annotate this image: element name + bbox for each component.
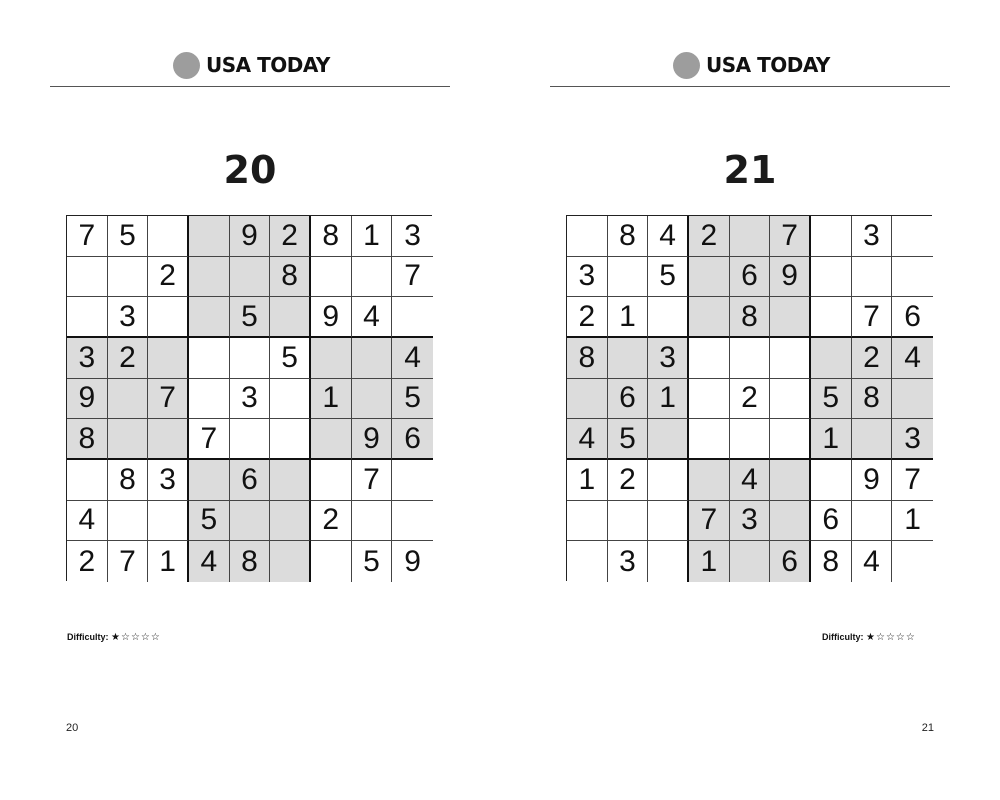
sudoku-grid xyxy=(66,215,432,581)
sudoku-cell: 4 xyxy=(67,501,108,542)
brand-circle-icon xyxy=(673,52,700,79)
sudoku-cell: 8 xyxy=(852,379,893,420)
sudoku-cell: 1 xyxy=(811,419,852,460)
sudoku-cell: 6 xyxy=(230,460,271,501)
sudoku-cell xyxy=(270,541,311,582)
sudoku-cell: 5 xyxy=(392,379,433,420)
sudoku-cell xyxy=(352,257,393,298)
sudoku-cell: 7 xyxy=(108,541,149,582)
sudoku-cell: 2 xyxy=(148,257,189,298)
difficulty-rating xyxy=(67,632,161,643)
sudoku-cell: 7 xyxy=(689,501,730,542)
sudoku-cell: 2 xyxy=(311,501,352,542)
sudoku-cell: 1 xyxy=(892,501,933,542)
sudoku-cell: 9 xyxy=(67,379,108,420)
sudoku-cell xyxy=(892,216,933,257)
puzzle-number: 20 xyxy=(223,148,277,192)
sudoku-cell xyxy=(689,257,730,298)
sudoku-cell xyxy=(352,379,393,420)
sudoku-cell xyxy=(770,379,811,420)
sudoku-cell xyxy=(392,297,433,338)
sudoku-cell: 2 xyxy=(730,379,771,420)
sudoku-cell xyxy=(648,460,689,501)
sudoku-cell: 3 xyxy=(108,297,149,338)
sudoku-cell: 7 xyxy=(770,216,811,257)
brand-logo xyxy=(173,50,330,80)
sudoku-cell: 8 xyxy=(67,419,108,460)
sudoku-cell xyxy=(730,216,771,257)
sudoku-cell: 9 xyxy=(770,257,811,298)
sudoku-cell: 2 xyxy=(67,541,108,582)
sudoku-cell: 3 xyxy=(230,379,271,420)
sudoku-cell xyxy=(567,216,608,257)
sudoku-cell xyxy=(811,216,852,257)
sudoku-cell: 9 xyxy=(392,541,433,582)
sudoku-cell: 5 xyxy=(108,216,149,257)
sudoku-cell xyxy=(689,419,730,460)
sudoku-cell: 5 xyxy=(811,379,852,420)
sudoku-cell xyxy=(108,379,149,420)
sudoku-cell xyxy=(648,501,689,542)
sudoku-cell: 1 xyxy=(148,541,189,582)
sudoku-cell: 8 xyxy=(230,541,271,582)
sudoku-cell: 3 xyxy=(730,501,771,542)
sudoku-cell: 3 xyxy=(67,338,108,379)
sudoku-cell xyxy=(311,541,352,582)
header-rule xyxy=(550,86,950,87)
sudoku-cell xyxy=(67,460,108,501)
sudoku-cell: 6 xyxy=(392,419,433,460)
sudoku-cell xyxy=(892,379,933,420)
sudoku-cell: 8 xyxy=(730,297,771,338)
sudoku-cell: 5 xyxy=(608,419,649,460)
sudoku-cell: 4 xyxy=(730,460,771,501)
sudoku-cell xyxy=(567,541,608,582)
sudoku-cell: 9 xyxy=(352,419,393,460)
sudoku-cell xyxy=(730,419,771,460)
sudoku-cell: 3 xyxy=(892,419,933,460)
sudoku-cell: 5 xyxy=(230,297,271,338)
sudoku-cell: 1 xyxy=(648,379,689,420)
sudoku-cell xyxy=(67,257,108,298)
brand-circle-icon xyxy=(173,52,200,79)
sudoku-cell xyxy=(770,338,811,379)
sudoku-cell: 5 xyxy=(352,541,393,582)
sudoku-cell xyxy=(189,257,230,298)
sudoku-cell: 3 xyxy=(608,541,649,582)
sudoku-cell xyxy=(270,419,311,460)
sudoku-cell xyxy=(811,257,852,298)
sudoku-cell: 5 xyxy=(189,501,230,542)
page-number: 21 xyxy=(921,722,934,734)
sudoku-cell: 7 xyxy=(892,460,933,501)
page-header xyxy=(500,50,1000,80)
sudoku-cell xyxy=(108,419,149,460)
sudoku-cell: 3 xyxy=(648,338,689,379)
page-header xyxy=(0,50,500,80)
sudoku-cell xyxy=(689,338,730,379)
sudoku-cell xyxy=(689,460,730,501)
sudoku-cell: 3 xyxy=(392,216,433,257)
sudoku-cell xyxy=(230,501,271,542)
sudoku-cell xyxy=(352,501,393,542)
sudoku-cell: 2 xyxy=(567,297,608,338)
sudoku-cell xyxy=(108,501,149,542)
sudoku-cell: 6 xyxy=(770,541,811,582)
sudoku-cell xyxy=(311,460,352,501)
sudoku-cell xyxy=(852,501,893,542)
sudoku-cell xyxy=(352,338,393,379)
difficulty-label: Difficulty: xyxy=(67,632,109,642)
sudoku-cell xyxy=(270,501,311,542)
sudoku-cell: 1 xyxy=(689,541,730,582)
sudoku-cell xyxy=(689,297,730,338)
sudoku-cell: 8 xyxy=(811,541,852,582)
sudoku-cell xyxy=(189,216,230,257)
sudoku-cell: 4 xyxy=(352,297,393,338)
sudoku-cell xyxy=(892,541,933,582)
sudoku-cell xyxy=(811,297,852,338)
sudoku-cell: 4 xyxy=(189,541,230,582)
sudoku-cell: 1 xyxy=(567,460,608,501)
sudoku-cell: 1 xyxy=(311,379,352,420)
sudoku-cell: 2 xyxy=(270,216,311,257)
difficulty-stars: ★☆☆☆☆ xyxy=(866,632,916,643)
sudoku-cell xyxy=(608,257,649,298)
sudoku-cell xyxy=(689,379,730,420)
sudoku-grid xyxy=(566,215,932,581)
sudoku-cell: 7 xyxy=(189,419,230,460)
sudoku-cell xyxy=(608,501,649,542)
sudoku-cell: 2 xyxy=(689,216,730,257)
sudoku-cell: 6 xyxy=(608,379,649,420)
sudoku-cell xyxy=(852,257,893,298)
sudoku-cell: 4 xyxy=(892,338,933,379)
sudoku-cell xyxy=(648,297,689,338)
sudoku-cell xyxy=(730,338,771,379)
sudoku-cell: 5 xyxy=(648,257,689,298)
sudoku-cell xyxy=(189,379,230,420)
sudoku-cell: 6 xyxy=(811,501,852,542)
sudoku-cell: 9 xyxy=(852,460,893,501)
sudoku-cell xyxy=(392,501,433,542)
sudoku-cell xyxy=(189,460,230,501)
sudoku-cell: 2 xyxy=(108,338,149,379)
sudoku-cell: 9 xyxy=(230,216,271,257)
sudoku-cell xyxy=(567,379,608,420)
brand-logo xyxy=(673,50,830,80)
sudoku-cell: 4 xyxy=(392,338,433,379)
page-number: 20 xyxy=(66,722,79,734)
sudoku-cell: 7 xyxy=(852,297,893,338)
sudoku-cell: 1 xyxy=(608,297,649,338)
sudoku-cell xyxy=(230,338,271,379)
sudoku-cell xyxy=(108,257,149,298)
sudoku-cell: 4 xyxy=(852,541,893,582)
sudoku-cell xyxy=(392,460,433,501)
brand-name: USA TODAY xyxy=(206,53,330,77)
sudoku-cell: 3 xyxy=(567,257,608,298)
sudoku-cell xyxy=(648,541,689,582)
sudoku-cell: 8 xyxy=(311,216,352,257)
sudoku-cell: 9 xyxy=(311,297,352,338)
sudoku-cell xyxy=(311,419,352,460)
sudoku-cell xyxy=(148,297,189,338)
sudoku-cell xyxy=(311,257,352,298)
sudoku-cell: 8 xyxy=(108,460,149,501)
sudoku-cell: 4 xyxy=(567,419,608,460)
sudoku-cell xyxy=(270,297,311,338)
sudoku-cell: 1 xyxy=(352,216,393,257)
difficulty-label: Difficulty: xyxy=(822,632,864,642)
sudoku-cell xyxy=(852,419,893,460)
sudoku-cell: 2 xyxy=(608,460,649,501)
sudoku-cell xyxy=(770,297,811,338)
sudoku-cell: 7 xyxy=(67,216,108,257)
sudoku-cell xyxy=(189,297,230,338)
sudoku-cell xyxy=(730,541,771,582)
sudoku-cell: 8 xyxy=(567,338,608,379)
sudoku-cell: 3 xyxy=(852,216,893,257)
sudoku-cell xyxy=(770,460,811,501)
puzzle-number: 21 xyxy=(723,148,777,192)
sudoku-cell xyxy=(230,257,271,298)
sudoku-cell: 8 xyxy=(608,216,649,257)
sudoku-cell xyxy=(230,419,271,460)
brand-name: USA TODAY xyxy=(706,53,830,77)
sudoku-cell xyxy=(270,379,311,420)
sudoku-cell: 2 xyxy=(852,338,893,379)
sudoku-cell xyxy=(189,338,230,379)
sudoku-cell xyxy=(648,419,689,460)
sudoku-cell: 7 xyxy=(392,257,433,298)
difficulty-rating xyxy=(822,632,916,643)
sudoku-cell: 5 xyxy=(270,338,311,379)
sudoku-cell xyxy=(608,338,649,379)
header-rule xyxy=(50,86,450,87)
sudoku-cell: 6 xyxy=(892,297,933,338)
sudoku-cell: 3 xyxy=(148,460,189,501)
sudoku-cell xyxy=(811,338,852,379)
sudoku-cell xyxy=(270,460,311,501)
sudoku-cell: 8 xyxy=(270,257,311,298)
sudoku-cell xyxy=(148,501,189,542)
sudoku-cell xyxy=(148,216,189,257)
difficulty-stars: ★☆☆☆☆ xyxy=(111,632,161,643)
sudoku-cell xyxy=(148,419,189,460)
sudoku-cell xyxy=(770,501,811,542)
right-page xyxy=(500,0,1000,800)
sudoku-cell: 7 xyxy=(148,379,189,420)
sudoku-cell: 4 xyxy=(648,216,689,257)
sudoku-cell xyxy=(311,338,352,379)
sudoku-cell xyxy=(148,338,189,379)
sudoku-cell: 6 xyxy=(730,257,771,298)
sudoku-cell xyxy=(811,460,852,501)
sudoku-cell xyxy=(770,419,811,460)
sudoku-cell xyxy=(67,297,108,338)
sudoku-cell xyxy=(567,501,608,542)
sudoku-cell: 7 xyxy=(352,460,393,501)
sudoku-cell xyxy=(892,257,933,298)
